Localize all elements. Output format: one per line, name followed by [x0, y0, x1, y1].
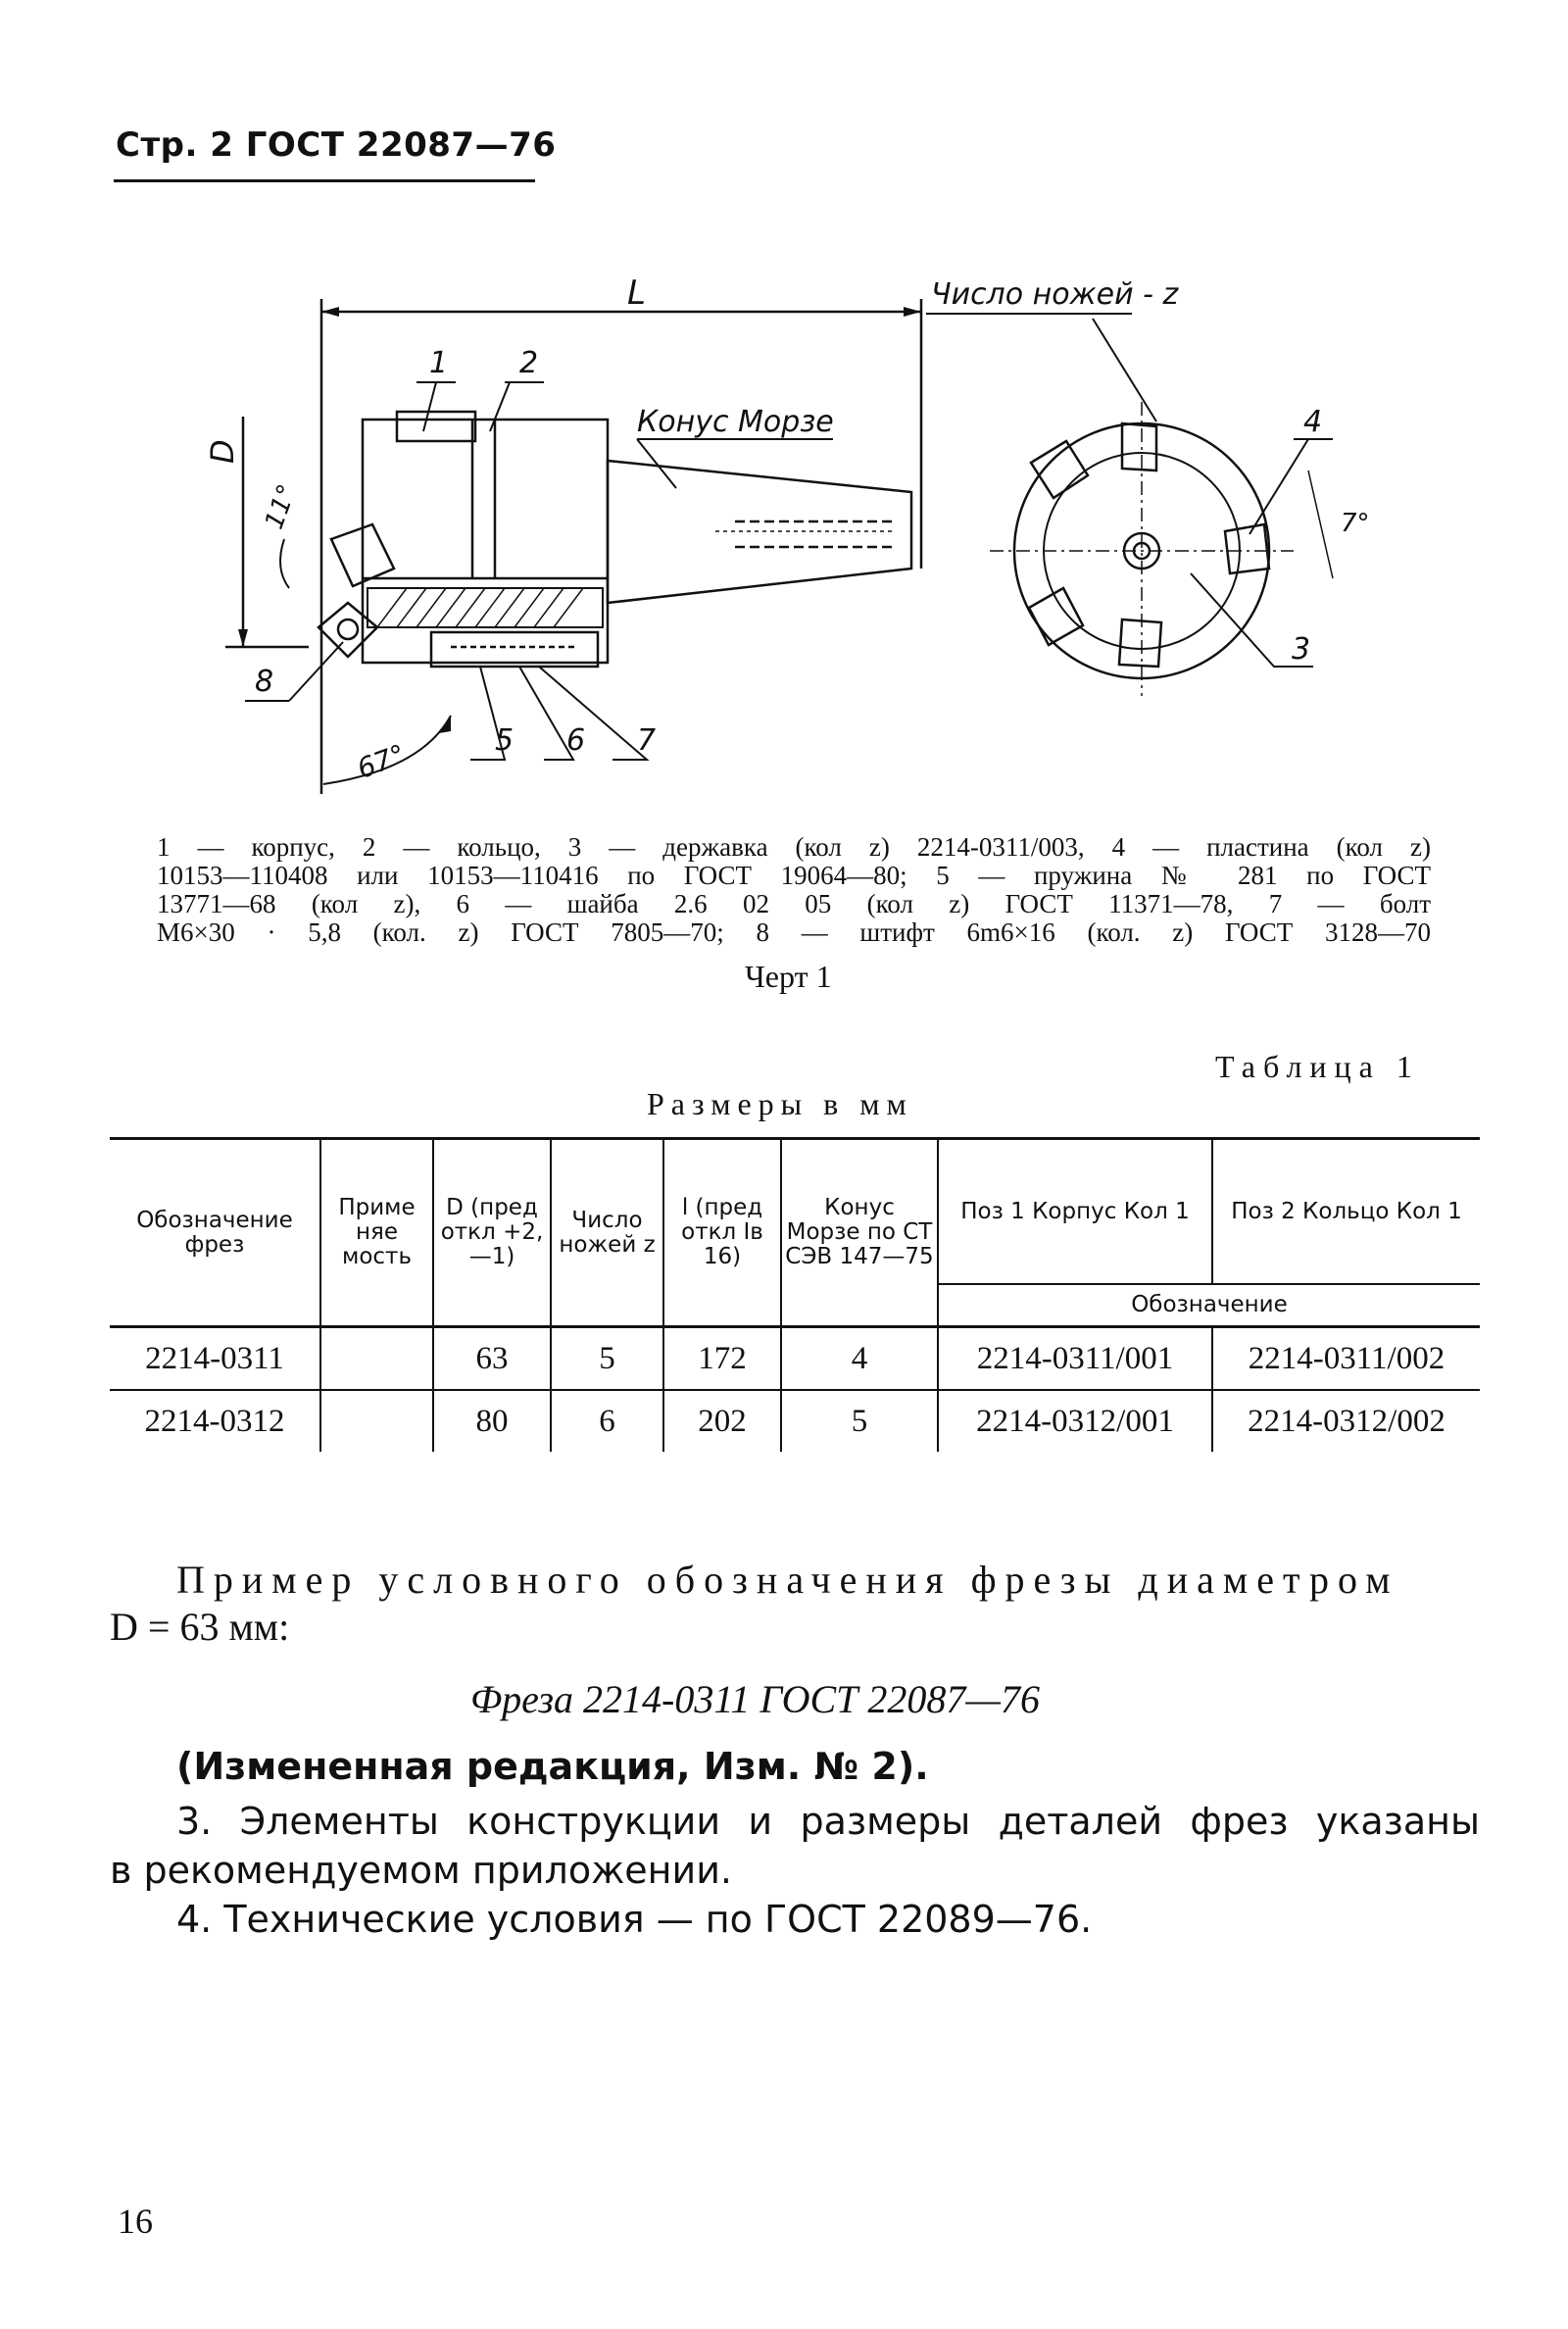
- teeth-label: Число ножей - z: [931, 277, 1179, 312]
- technical-drawing: [167, 274, 1470, 804]
- example-designation: Фреза 2214-0311 ГОСТ 22087—76: [470, 1677, 1040, 1721]
- callout-2: 2: [519, 346, 539, 380]
- table-label: Таблица 1: [1215, 1049, 1420, 1084]
- angle-11-label: 11°: [259, 480, 303, 533]
- header-pos2: Поз 2 Кольцо Кол 1: [1212, 1139, 1480, 1285]
- page-number: 16: [118, 2202, 153, 2241]
- header-applicability: Приме няе мость: [320, 1139, 433, 1327]
- amendment-note: (Измененная редакция, Изм. № 2).: [176, 1745, 929, 1788]
- callout-5: 5: [495, 723, 514, 758]
- dim-l-label: L: [627, 274, 646, 313]
- paragraph-4: 4. Технические условия — по ГОСТ 22089—76.: [176, 1898, 1093, 1941]
- cell-d: 80: [433, 1390, 551, 1452]
- callout-3: 3: [1292, 632, 1311, 667]
- header-designation: Обозначение фрез: [110, 1139, 320, 1327]
- callout-4: 4: [1303, 405, 1323, 439]
- figure-legend: [157, 833, 1431, 947]
- callout-8: 8: [255, 665, 274, 699]
- paragraph-3-continuation: в рекомендуемом приложении.: [110, 1849, 732, 1892]
- cell-pos2: 2214-0312/002: [1212, 1390, 1480, 1452]
- angle-7-label: 7°: [1341, 509, 1370, 538]
- cell-z: 6: [551, 1390, 663, 1452]
- cell-z: 5: [551, 1327, 663, 1391]
- cone-label: Конус Морзе: [637, 405, 834, 439]
- page-header: Стр. 2 ГОСТ 22087—76: [116, 125, 557, 165]
- end-view-knives: [1029, 423, 1269, 667]
- cell-applicability: [320, 1327, 433, 1391]
- dim-d-label: D: [204, 439, 241, 464]
- header-rule: [114, 179, 535, 182]
- angle-67-label: 67°: [353, 737, 410, 785]
- table-row: [110, 1327, 1480, 1391]
- cell-cone: 4: [781, 1327, 938, 1391]
- example-line: Пример условного обозначения фрезы диаметром: [176, 1558, 1399, 1602]
- cell-pos2: 2214-0311/002: [1212, 1327, 1480, 1391]
- legend-line: 13771—68 (кол z), 6 — шайба 2.6 02 05 (кол z) ГОСТ 11371—78, 7 — болт: [157, 889, 1431, 918]
- cell-l: 202: [663, 1390, 781, 1452]
- cell-designation: 2214-0312: [144, 1403, 285, 1439]
- cell-d: 63: [433, 1327, 551, 1391]
- cell-l: 172: [663, 1327, 781, 1391]
- legend-line: M6×30 · 5,8 (кол. z) ГОСТ 7805—70; 8 — штифт 6m6×16 (кол. z) ГОСТ 3128—70: [157, 917, 1431, 947]
- cutter-body: [363, 420, 608, 663]
- cell-designation: 2214-0311: [145, 1340, 284, 1376]
- callout-1: 1: [429, 346, 449, 380]
- cell-pos1: 2214-0312/001: [938, 1390, 1212, 1452]
- header-cone: Конус Морзе по СТ СЭВ 147—75: [781, 1139, 938, 1327]
- header-pos1: Поз 1 Корпус Кол 1: [938, 1139, 1212, 1285]
- header-teeth: Число ножей z: [551, 1139, 663, 1327]
- cell-pos1: 2214-0311/001: [938, 1327, 1212, 1391]
- cell-applicability: [320, 1390, 433, 1452]
- header-d: D (пред откл +2, —1): [433, 1139, 551, 1327]
- header-l: l (пред откл Iв 16): [663, 1139, 781, 1327]
- callout-7: 7: [637, 723, 657, 758]
- callout-6: 6: [566, 723, 586, 758]
- dimensions-table: [110, 1137, 1480, 1452]
- table-row: [110, 1390, 1480, 1452]
- cell-cone: 5: [781, 1390, 938, 1452]
- figure-caption: Черт 1: [745, 959, 832, 994]
- header-designation-sub: Обозначение: [938, 1284, 1480, 1327]
- example-continuation: D = 63 мм:: [110, 1605, 290, 1649]
- legend-line: 10153—110408 или 10153—110416 по ГОСТ 19064—80; 5 — пружина № 281 по ГОСТ: [157, 861, 1431, 890]
- table-units: Размеры в мм: [647, 1086, 913, 1121]
- paragraph-3: 3. Элементы конструкции и размеры деталей фрез указаны: [176, 1800, 1480, 1843]
- legend-line: 1 — корпус, 2 — кольцо, 3 — державка (кол z) 2214-0311/003, 4 — пластина (кол z): [157, 832, 1431, 862]
